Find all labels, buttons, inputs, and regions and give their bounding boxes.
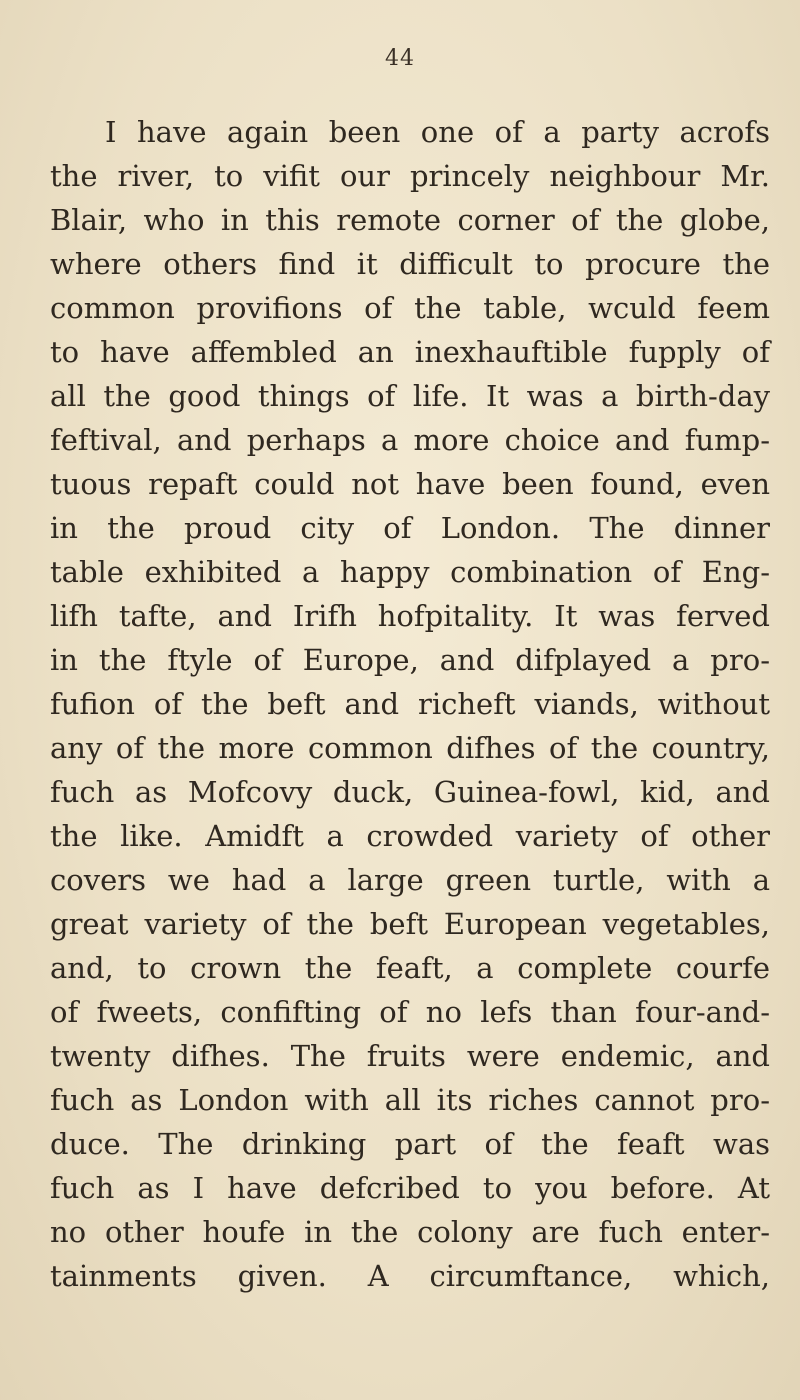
text-line: the river, to vifit our princely neighbour Mr.	[50, 159, 770, 193]
text-line: lifh tafte, and Irifh hofpitality. It was ferved	[50, 599, 770, 633]
text-line: in the proud city of London. The dinner	[50, 511, 770, 545]
text-line: the like. Amidft a crowded variety of other	[50, 819, 770, 853]
text-line: Blair, who in this remote corner of the globe,	[50, 203, 770, 237]
text-line: fuch as I have defcribed to you before. At	[50, 1171, 770, 1205]
text-line: twenty difhes. The fruits were endemic, and	[50, 1039, 770, 1073]
text-line: fuch as London with all its riches cannot pro-	[50, 1083, 770, 1117]
text-line: no other houfe in the colony are fuch enter-	[50, 1215, 770, 1249]
text-line: table exhibited a happy combination of Eng-	[50, 555, 770, 589]
text-line: covers we had a large green turtle, with a	[50, 863, 770, 897]
text-line: fufion of the beft and richeft viands, without	[50, 687, 770, 721]
text-line: duce. The drinking part of the feaft was	[50, 1127, 770, 1161]
text-line: feftival, and perhaps a more choice and fump-	[50, 423, 770, 457]
text-line: great variety of the beft European vegetables,	[50, 907, 770, 941]
body-text	[50, 110, 770, 1298]
text-line: where others find it difficult to procure the	[50, 247, 770, 281]
text-line: in the ftyle of Europe, and difplayed a pro-	[50, 643, 770, 677]
text-line: all the good things of life. It was a birth-day	[50, 379, 770, 413]
text-line: any of the more common difhes of the country,	[50, 731, 770, 765]
text-line: tainments given. A circumftance, which,	[50, 1259, 770, 1293]
text-line: and, to crown the feaft, a complete courfe	[50, 951, 770, 985]
text-line: tuous repaft could not have been found, even	[50, 467, 770, 501]
text-line: of fweets, confifting of no lefs than four-and-	[50, 995, 770, 1029]
text-line: to have affembled an inexhauftible fupply of	[50, 335, 770, 369]
text-line: I have again been one of a party acrofs	[105, 115, 770, 149]
text-line: common provifions of the table, wculd feem	[50, 291, 770, 325]
text-line: fuch as Mofcovy duck, Guinea-fowl, kid, and	[50, 775, 770, 809]
page-number: 44	[385, 46, 415, 71]
